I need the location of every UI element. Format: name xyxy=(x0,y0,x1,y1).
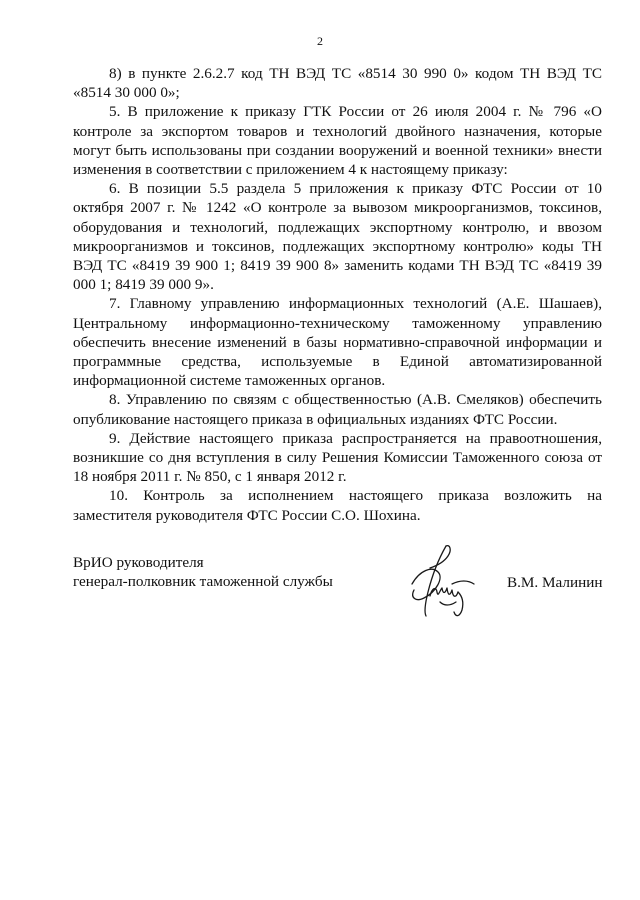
paragraph-item-7: 7. Главному управлению информационных технологий (А.Е. Шашаев), Центральному информационно-техническому таможенному управлению обеспечить внесение изменений в базы нормативно-справочной информации и программные средства, используемые в Единой автоматизированной информационной системе таможенных органов. xyxy=(73,295,602,390)
position-line-1: ВрИО руководителя xyxy=(73,554,204,571)
signatory-position xyxy=(73,553,333,591)
handwritten-signature xyxy=(402,540,482,622)
paragraph-item-8-subpoint: 8) в пункте 2.6.2.7 код ТН ВЭД ТС «8514 30 990 0» кодом ТН ВЭД ТС «8514 30 000 0»; xyxy=(73,65,602,102)
paragraph-item-6: 6. В позиции 5.5 раздела 5 приложения к приказу ФТС России от 10 октября 2007 г. № 1242 «О контроле за вывозом микроорганизмов, токсинов, оборудования и технологий, подлежащих экспортному контролю, и ввозом микроорганизмов и токсинов, подлежащих экспортному контролю» коды ТН ВЭД ТС «8419 39 900 1; 8419 39 900 8» заменить кодами ТН ВЭД ТС «8419 39 000 1; 8419 39 000 9». xyxy=(73,180,602,294)
position-line-2: генерал-полковник таможенной службы xyxy=(73,573,333,591)
page-number: 2 xyxy=(317,34,323,48)
paragraph-item-8: 8. Управлению по связям с общественностью (А.В. Смеляков) обеспечить опубликование настоящего приказа в официальных изданиях ФТС России. xyxy=(73,391,602,428)
paragraph-item-9: 9. Действие настоящего приказа распространяется на правоотношения, возникшие со дня вступления в силу Решения Комиссии Таможенного союза от 18 ноября 2011 г. № 850, с 1 января 2012 г. xyxy=(73,429,602,486)
paragraph-item-5: 5. В приложение к приказу ГТК России от 26 июля 2004 г. № 796 «О контроле за экспортом товаров и технологий двойного назначения, которые могут быть использованы при создании вооружений и военной техники» внести изменения в соответствии с приложением 4 к настоящему приказу: xyxy=(73,103,602,179)
signatory-name: В.М. Малинин xyxy=(507,574,603,591)
paragraph-item-10: 10. Контроль за исполнением настоящего приказа возложить на заместителя руководителя ФТС России С.О. Шохина. xyxy=(73,487,602,524)
document-body xyxy=(73,64,602,525)
